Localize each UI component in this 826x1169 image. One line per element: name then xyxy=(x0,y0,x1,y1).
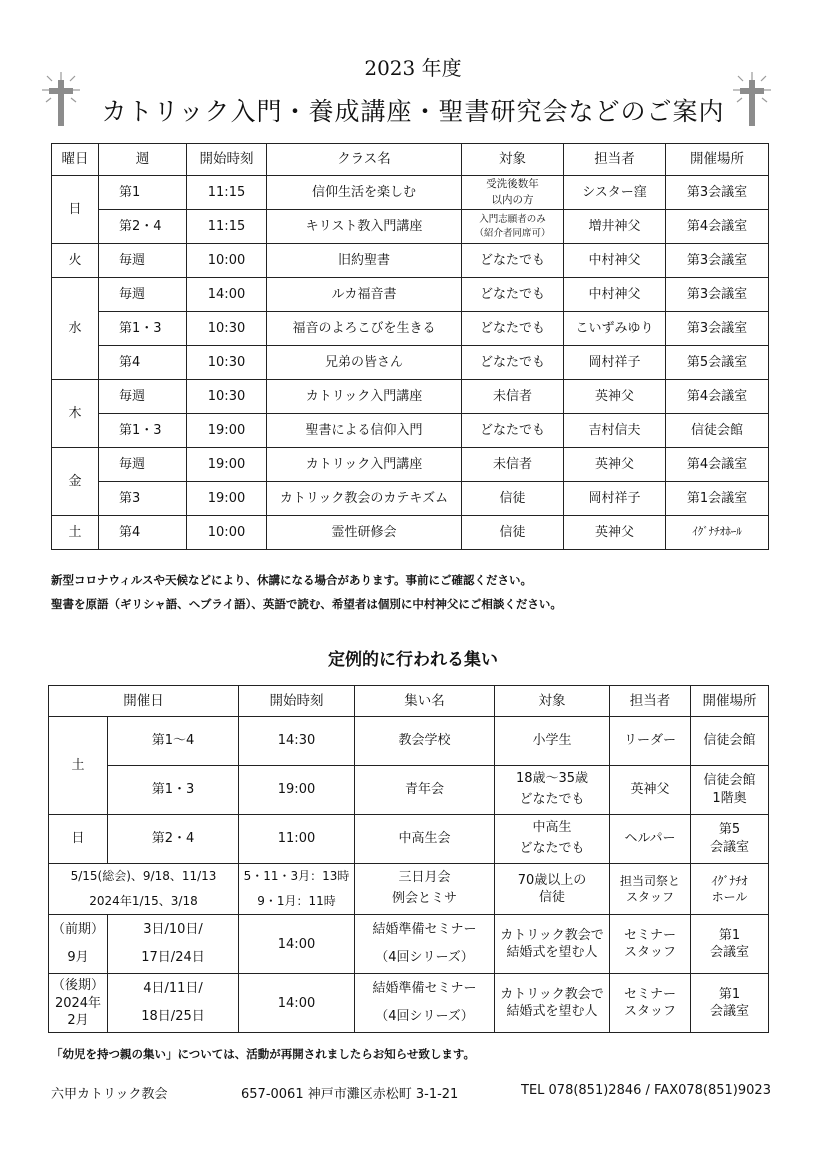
week-cell: 第1～4 xyxy=(108,717,239,766)
target-cell: どなたでも xyxy=(462,278,564,312)
name-cell xyxy=(355,915,495,974)
table-row xyxy=(52,414,769,448)
day-cell: 金 xyxy=(52,448,99,516)
teacher-line: スタッフ xyxy=(625,890,674,905)
header-cell: 開催場所 xyxy=(666,144,769,176)
time-cell: 11:15 xyxy=(187,210,267,244)
class-cell: ルカ福音書 xyxy=(267,278,462,312)
time-cell xyxy=(239,864,355,915)
table-row xyxy=(52,448,769,482)
name-line: （4回シリーズ） xyxy=(375,950,474,966)
class-cell: 兄弟の皆さん xyxy=(267,346,462,380)
week-cell: 毎週 xyxy=(99,380,187,414)
term-line: 2024年 xyxy=(54,995,102,1011)
regular-meetings-table xyxy=(48,685,769,1033)
notice-text: 聖書を原語（ギリシャ語、ヘブライ語）、英語で読む、希望者は個別に中村神父にご相談ください。 xyxy=(51,597,562,611)
time-cell: 19:00 xyxy=(239,766,355,815)
time-cell: 10:00 xyxy=(187,244,267,278)
days-cell xyxy=(108,915,239,974)
week-cell: 毎週 xyxy=(99,448,187,482)
header-cell: 担当者 xyxy=(564,144,666,176)
teacher-cell: 増井神父 xyxy=(564,210,666,244)
table-row xyxy=(49,766,769,815)
target-cell: 信徒 xyxy=(462,482,564,516)
class-cell: 旧約聖書 xyxy=(267,244,462,278)
name-cell: 中高生会 xyxy=(355,815,495,864)
table-row xyxy=(52,244,769,278)
term-line: 9月 xyxy=(67,950,89,966)
target-line: 結婚式を望む人 xyxy=(506,1004,598,1020)
target-cell: 未信者 xyxy=(462,448,564,482)
name-line: 結婚準備セミナー xyxy=(372,921,477,937)
teacher-cell: シスター窪 xyxy=(564,176,666,210)
time-cell: 11:00 xyxy=(239,815,355,864)
page-title: カトリック入門・養成講座・聖書研究会などのご案内 xyxy=(101,97,725,126)
time-cell: 14:00 xyxy=(239,974,355,1033)
target-cell: 未信者 xyxy=(462,380,564,414)
header-cell: 集い名 xyxy=(355,686,495,717)
table-row xyxy=(49,815,769,864)
place-cell: 第3会議室 xyxy=(666,244,769,278)
teacher-cell: 英神父 xyxy=(564,380,666,414)
place-line: 会議室 xyxy=(709,840,749,855)
class-cell: カトリック入門講座 xyxy=(267,380,462,414)
target-line: 信徒 xyxy=(538,890,565,906)
table-header-row xyxy=(49,686,769,717)
place-line: 会議室 xyxy=(709,945,749,961)
notice-text: 「幼児を持つ親の集い」については、活動が再開されましたらお知らせ致します。 xyxy=(51,1047,476,1061)
place-line: 第1 xyxy=(718,986,741,1002)
term-cell xyxy=(49,915,108,974)
name-cell xyxy=(355,864,495,915)
target-cell: 小学生 xyxy=(495,717,610,766)
header-cell: 開催場所 xyxy=(691,686,769,717)
target-cell xyxy=(495,864,610,915)
class-cell: カトリック入門講座 xyxy=(267,448,462,482)
place-cell xyxy=(691,974,769,1033)
teacher-cell: 吉村信夫 xyxy=(564,414,666,448)
day-cell: 木 xyxy=(52,380,99,448)
place-cell: 第4会議室 xyxy=(666,210,769,244)
name-cell: 青年会 xyxy=(355,766,495,815)
header-cell: 週 xyxy=(99,144,187,176)
place-cell: ｲｸﾞﾅﾁｵﾎｰﾙ xyxy=(666,516,769,550)
time-cell: 11:15 xyxy=(187,176,267,210)
place-cell xyxy=(691,815,769,864)
target-cell: 信徒 xyxy=(462,516,564,550)
time-cell: 10:30 xyxy=(187,380,267,414)
target-line: カトリック教会で xyxy=(500,986,604,1002)
week-cell: 毎週 xyxy=(99,244,187,278)
teacher-cell: 岡村祥子 xyxy=(564,482,666,516)
days-line: 17日/24日 xyxy=(141,950,205,966)
table-row xyxy=(52,380,769,414)
table-row xyxy=(49,717,769,766)
place-line: 第5 xyxy=(718,822,741,838)
place-line: ｲｸﾞﾅﾁｵ xyxy=(711,874,748,888)
place-cell: 第4会議室 xyxy=(666,448,769,482)
place-cell: 第1会議室 xyxy=(666,482,769,516)
header-cell: 担当者 xyxy=(610,686,691,717)
date-line: 5/15(総会)、9/18、11/13 xyxy=(70,869,217,883)
place-cell: 第3会議室 xyxy=(666,176,769,210)
target-line: 入門志願者のみ xyxy=(479,213,546,225)
teacher-cell: 英神父 xyxy=(610,766,691,815)
header-cell: 開催日 xyxy=(49,686,239,717)
name-line: 例会とミサ xyxy=(391,891,457,907)
target-cell xyxy=(462,176,564,210)
name-line: 結婚準備セミナー xyxy=(372,980,477,996)
target-line: 中高生 xyxy=(532,820,572,836)
table-row xyxy=(52,346,769,380)
target-cell: どなたでも xyxy=(462,312,564,346)
week-cell: 第4 xyxy=(99,516,187,550)
target-cell xyxy=(495,974,610,1033)
day-cell: 土 xyxy=(52,516,99,550)
time-cell: 14:00 xyxy=(187,278,267,312)
week-cell: 毎週 xyxy=(99,278,187,312)
days-line: 3日/10日/ xyxy=(143,921,203,937)
target-line: 70歳以上の xyxy=(517,872,587,888)
target-line: （紹介者同席可） xyxy=(474,227,551,239)
table-row xyxy=(49,864,769,915)
term-cell xyxy=(49,974,108,1033)
place-cell: 第5会議室 xyxy=(666,346,769,380)
header-cell: 対象 xyxy=(495,686,610,717)
time-cell: 10:00 xyxy=(187,516,267,550)
class-cell: 福音のよろこびを生きる xyxy=(267,312,462,346)
week-cell: 第4 xyxy=(99,346,187,380)
teacher-line: セミナー xyxy=(623,927,676,943)
teacher-line: スタッフ xyxy=(623,1004,676,1020)
target-cell xyxy=(495,815,610,864)
time-cell: 10:30 xyxy=(187,346,267,380)
teacher-cell xyxy=(610,915,691,974)
class-cell: カトリック教会のカテキズム xyxy=(267,482,462,516)
header-cell: クラス名 xyxy=(267,144,462,176)
date-line: 2024年1/15、3/18 xyxy=(89,894,198,909)
teacher-cell: 中村神父 xyxy=(564,278,666,312)
class-cell: 霊性研修会 xyxy=(267,516,462,550)
time-cell: 14:30 xyxy=(239,717,355,766)
place-cell: 信徒会館 xyxy=(691,717,769,766)
place-line: 信徒会館 xyxy=(703,773,756,789)
day-cell: 日 xyxy=(49,815,108,864)
time-cell: 19:00 xyxy=(187,482,267,516)
target-cell xyxy=(462,210,564,244)
table-header-row xyxy=(52,144,769,176)
table-row xyxy=(52,482,769,516)
days-line: 4日/11日/ xyxy=(143,980,203,996)
place-cell: 第3会議室 xyxy=(666,312,769,346)
target-cell xyxy=(495,915,610,974)
target-cell: どなたでも xyxy=(462,244,564,278)
date-cell xyxy=(49,864,239,915)
target-cell xyxy=(495,766,610,815)
week-cell: 第3 xyxy=(99,482,187,516)
time-cell: 19:00 xyxy=(187,414,267,448)
target-line: 結婚式を望む人 xyxy=(506,945,598,961)
class-schedule-table xyxy=(51,143,769,550)
teacher-line: セミナー xyxy=(623,986,676,1002)
time-cell: 19:00 xyxy=(187,448,267,482)
header-cell: 曜日 xyxy=(52,144,99,176)
time-line: 5・11・3月：13時 xyxy=(243,869,350,883)
time-cell: 14:00 xyxy=(239,915,355,974)
table-row xyxy=(52,176,769,210)
teacher-cell xyxy=(610,974,691,1033)
table-row xyxy=(52,210,769,244)
day-cell: 水 xyxy=(52,278,99,380)
term-line: （後期） xyxy=(51,978,104,994)
teacher-cell: 中村神父 xyxy=(564,244,666,278)
table-row xyxy=(49,915,769,974)
church-name: 六甲カトリック教会 xyxy=(51,1087,168,1102)
name-cell xyxy=(355,974,495,1033)
place-cell xyxy=(691,766,769,815)
place-line: 会議室 xyxy=(709,1004,749,1020)
days-cell xyxy=(108,974,239,1033)
church-address: 657-0061 神戸市灘区赤松町 3-1-21 xyxy=(241,1087,459,1102)
target-line: どなたでも xyxy=(519,841,585,856)
days-line: 18日/25日 xyxy=(141,1009,205,1025)
teacher-cell: 英神父 xyxy=(564,448,666,482)
place-cell: 第3会議室 xyxy=(666,278,769,312)
teacher-cell: ヘルパー xyxy=(610,815,691,864)
target-line: カトリック教会で xyxy=(500,927,604,943)
class-cell: 信仰生活を楽しむ xyxy=(267,176,462,210)
teacher-cell xyxy=(610,864,691,915)
teacher-cell: リーダー xyxy=(610,717,691,766)
section-title: 定例的に行われる集い xyxy=(328,650,498,670)
week-cell: 第2・4 xyxy=(108,815,239,864)
term-line: 2月 xyxy=(67,1013,89,1029)
target-line: 以内の方 xyxy=(491,193,534,206)
target-line: 18歳～35歳 xyxy=(515,771,589,787)
place-cell: 第4会議室 xyxy=(666,380,769,414)
term-line: （前期） xyxy=(51,921,104,937)
header-cell: 対象 xyxy=(462,144,564,176)
table-row xyxy=(52,312,769,346)
class-cell: キリスト教入門講座 xyxy=(267,210,462,244)
year-heading: 2023 年度 xyxy=(364,56,462,80)
target-line: どなたでも xyxy=(519,792,585,807)
header-cell: 開始時刻 xyxy=(187,144,267,176)
name-line: 三日月会 xyxy=(398,870,451,886)
notice-text: 新型コロナウィルスや天候などにより、休講になる場合があります。事前にご確認ください。 xyxy=(51,573,533,587)
teacher-cell: 英神父 xyxy=(564,516,666,550)
day-cell: 土 xyxy=(49,717,108,815)
target-cell: どなたでも xyxy=(462,414,564,448)
teacher-cell: こいずみゆり xyxy=(564,312,666,346)
time-line: 9・1月：11時 xyxy=(257,894,336,909)
place-line: ホール xyxy=(711,890,748,905)
teacher-line: スタッフ xyxy=(623,945,676,961)
place-cell xyxy=(691,915,769,974)
week-cell: 第1 xyxy=(99,176,187,210)
place-line: 1階奥 xyxy=(712,791,747,806)
teacher-cell: 岡村祥子 xyxy=(564,346,666,380)
week-cell: 第2・4 xyxy=(99,210,187,244)
week-cell: 第1・3 xyxy=(108,766,239,815)
target-line: 受洗後数年 xyxy=(486,178,539,191)
week-cell: 第1・3 xyxy=(99,414,187,448)
teacher-line: 担当司祭と xyxy=(619,874,680,888)
week-cell: 第1・3 xyxy=(99,312,187,346)
table-row xyxy=(49,974,769,1033)
place-cell: 信徒会館 xyxy=(666,414,769,448)
table-row xyxy=(52,516,769,550)
time-cell: 10:30 xyxy=(187,312,267,346)
day-cell: 火 xyxy=(52,244,99,278)
header-cell: 開始時刻 xyxy=(239,686,355,717)
name-cell: 教会学校 xyxy=(355,717,495,766)
table-row xyxy=(52,278,769,312)
name-line: （4回シリーズ） xyxy=(375,1009,474,1025)
day-cell: 日 xyxy=(52,176,99,244)
target-cell: どなたでも xyxy=(462,346,564,380)
church-contact: TEL 078(851)2846 / FAX078(851)9023 xyxy=(521,1083,771,1098)
place-cell xyxy=(691,864,769,915)
place-line: 第1 xyxy=(718,927,741,943)
class-cell: 聖書による信仰入門 xyxy=(267,414,462,448)
